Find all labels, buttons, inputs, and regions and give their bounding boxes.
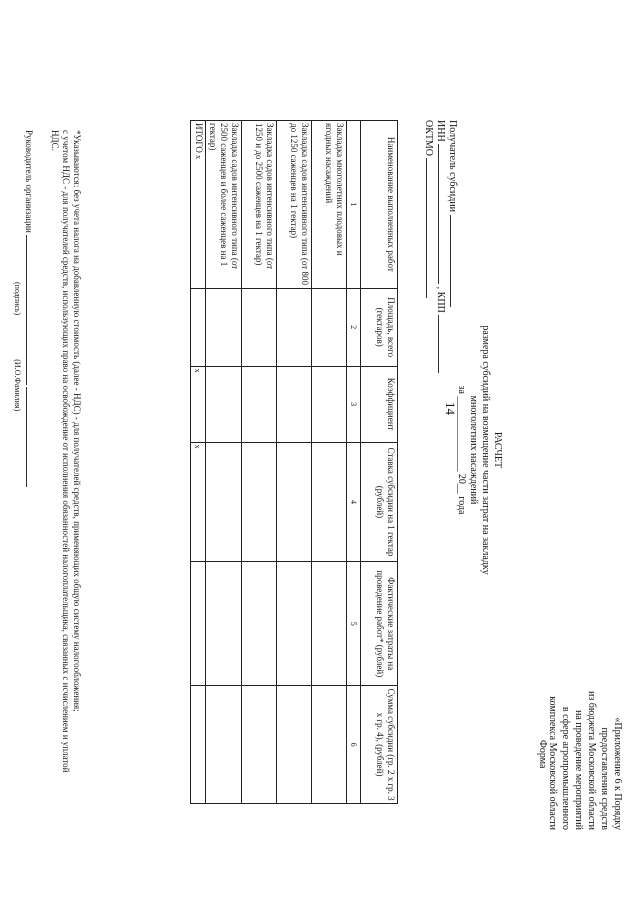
column-number: 2 xyxy=(347,288,361,366)
rate-cell xyxy=(206,442,242,562)
work-name-cell: Закладка садов интенсивного типа (от 2500 саженцев и более саженцев на 1 гектар) xyxy=(206,121,242,289)
rate-cell xyxy=(242,442,277,562)
inn-field-line xyxy=(438,144,448,284)
form-label: Форма xyxy=(537,740,548,769)
subsidy-cell xyxy=(312,686,347,804)
recipient-label: Получатель субсидии xyxy=(447,120,458,212)
appendix-line: из бюджета Московской области xyxy=(586,691,597,830)
page-number: 14 xyxy=(443,402,458,415)
column-number-row xyxy=(347,121,361,804)
area-cell xyxy=(242,288,277,366)
area-cell xyxy=(206,288,242,366)
rate-cell xyxy=(277,442,312,562)
column-header: Коэффициент xyxy=(361,366,398,442)
column-number: 1 xyxy=(347,121,361,289)
appendix-header xyxy=(546,630,624,830)
work-name-cell: Закладка садов интенсивного типа (от 800 до 1250 саженцев на 1 гектар) xyxy=(277,121,312,289)
column-header: Наименование выполненных работ xyxy=(361,121,398,289)
title-line: многолетних насаждений xyxy=(468,395,479,505)
coefficient-cell xyxy=(277,366,312,442)
appendix-line: «Приложение 6 к Порядку xyxy=(612,717,623,830)
coefficient-cell xyxy=(242,366,277,442)
recipient-row xyxy=(448,120,460,373)
column-number: 3 xyxy=(347,366,361,442)
total-area-cell xyxy=(191,288,206,366)
kpp-field-line xyxy=(438,315,448,373)
total-costs-cell xyxy=(191,562,206,686)
oktmo-row xyxy=(424,120,436,373)
signature-block xyxy=(12,130,35,487)
name-line xyxy=(26,387,35,487)
subsidy-cell xyxy=(242,686,277,804)
column-number: 5 xyxy=(347,562,361,686)
footnote-line: НДС. xyxy=(50,130,60,151)
recipient-block xyxy=(424,120,460,373)
oktmo-label: ОКТМО xyxy=(423,120,434,156)
table-row xyxy=(206,121,242,804)
x-mark: x xyxy=(194,155,203,160)
appendix-line: на проведение мероприятий xyxy=(573,710,584,830)
x-mark: x xyxy=(191,442,206,562)
table-header-row xyxy=(361,121,398,804)
inn-row xyxy=(436,120,448,373)
area-cell xyxy=(312,288,347,366)
kpp-label: , КПП xyxy=(435,286,446,313)
appendix-line: в сфере агропромышленного xyxy=(560,706,571,830)
work-name-cell: Закладка садов интенсивного типа (от 1250 и до 2500 саженцев на 1 гектар) xyxy=(242,121,277,289)
coefficient-cell xyxy=(206,366,242,442)
x-mark: x xyxy=(191,366,206,442)
footnote-line: с учетом НДС - для получателей средств, использующих право на освобождение от исполнения обязанностей налогоплательщика, связанных с исчислением и уплатой xyxy=(61,130,71,773)
table-row xyxy=(312,121,347,804)
name-caption: (И.О.Фамилия) xyxy=(13,359,22,412)
area-cell xyxy=(277,288,312,366)
appendix-line: комплекса Московской области xyxy=(547,696,558,830)
coefficient-cell xyxy=(312,366,347,442)
work-name-cell: Закладка многолетних плодовых и ягодных насаждений xyxy=(312,121,347,289)
rate-cell xyxy=(312,442,347,562)
costs-cell xyxy=(312,562,347,686)
subsidy-cell xyxy=(277,686,312,804)
costs-cell xyxy=(277,562,312,686)
costs-cell xyxy=(242,562,277,686)
inn-label: ИНН xyxy=(435,120,446,142)
signature-line xyxy=(26,235,35,385)
total-subsidy-cell xyxy=(191,686,206,804)
title-heading: РАСЧЕТ xyxy=(492,431,503,469)
recipient-field-line xyxy=(450,215,460,307)
column-header: Сумма субсидии (гр. 2 x гр. 3 x гр. 4), (рублей) xyxy=(361,686,398,804)
column-header: Фактические затраты на проведение работ* (рублей) xyxy=(361,562,398,686)
table-row xyxy=(277,121,312,804)
column-number: 4 xyxy=(347,442,361,562)
appendix-line: предоставления средств xyxy=(599,727,610,830)
subsidy-cell xyxy=(206,686,242,804)
signature-label: Руководитель организации xyxy=(24,130,34,233)
total-label: ИТОГО x xyxy=(191,121,206,289)
subsidy-calculation-table xyxy=(190,120,398,804)
table-row xyxy=(242,121,277,804)
footnote xyxy=(49,130,82,870)
document-title xyxy=(455,160,503,740)
title-line: размера субсидий на возмещение части затрат на закладку xyxy=(480,325,491,575)
oktmo-field-line xyxy=(426,158,436,298)
total-row xyxy=(191,121,206,804)
column-header: Ставка субсидии на 1 гектар (рублей) xyxy=(361,442,398,562)
column-number: 6 xyxy=(347,686,361,804)
signature-caption: (подпись) xyxy=(13,282,22,316)
footnote-line: *Указываются: без учета налога на добавленную стоимость (далее - НДС) - для получателей средств, применяющих общую систему налогообложения; xyxy=(72,130,82,712)
title-period: за _______________ 20__ года xyxy=(456,385,467,515)
costs-cell xyxy=(206,562,242,686)
column-header: Площадь, всего (гектаров) xyxy=(361,288,398,366)
